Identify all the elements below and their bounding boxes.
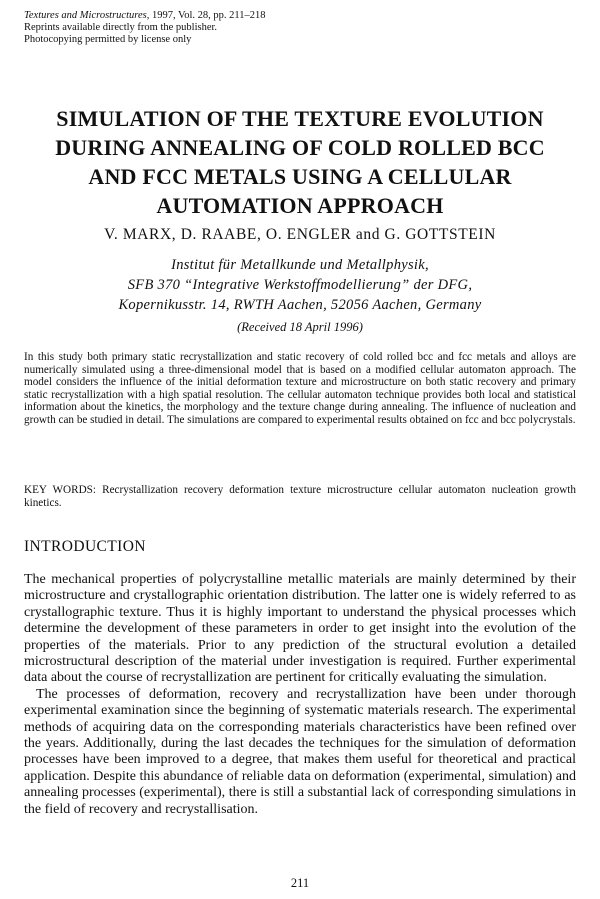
abstract: In this study both primary static recrystallization and static recovery of cold rolled bcc and fcc metals and alloys are numerically simulated using a three-dimensional model that is based on a modified cellular automaton approach. The model considers the influence of the initial deformation texture and microstructure on both static recovery and primary static recrystallization with a high spatial resolution. The cellular automaton technique provides both local and statistical information about the kinetics, the morphology and the texture change during annealing. The influence of nucleation and growth can be studied in detail. The simulations are compared to experimental results obtained on fcc and bcc polycrystals. xyxy=(24,351,576,426)
introduction-body xyxy=(24,572,576,818)
journal-header xyxy=(24,10,266,46)
section-heading-introduction: INTRODUCTION xyxy=(24,538,146,555)
citation-line xyxy=(24,10,266,22)
journal-name: Textures and Microstructures, xyxy=(24,10,150,21)
paragraph: The processes of deformation, recovery and recrystallization have been under thorough experimental examination since the beginning of systematic materials research. The experimental methods of acquiring data on the corresponding materials characteristics have been refined over the years. Additionally, during the last decades the techniques for the simulation of deformation processes have been improved to a degree, that makes them useful for theoretical and practical application. Despite this abundance of reliable data on deformation (experimental, simulation) and annealing processes (experimental), there is still a substantial lack of corresponding simulations in the field of recovery and recrystallisation. xyxy=(24,686,576,817)
citation-details: 1997, Vol. 28, pp. 211–218 xyxy=(149,10,266,21)
affiliation-line-3: Kopernikusstr. 14, RWTH Aachen, 52056 Aachen, Germany xyxy=(118,297,482,313)
paragraph: The mechanical properties of polycrystalline metallic materials are mainly determined by their microstructure and crystallographic orientation distribution. The latter one is widely referred to as crystallographic texture. Thus it is highly important to understand the physical processes which determine the development of these parameters in order to get insight into the evolution of the properties of the materials. Prior to any prediction of the structural evolution a detailed microstructural description of the material under investigation is required. Further experimental data about the course of recrystallization are pertinent for critically evaluating the simulation. xyxy=(24,572,576,686)
affiliation-line-1: Institut für Metallkunde und Metallphysik, xyxy=(171,257,429,273)
author-list: V. MARX, D. RAABE, O. ENGLER and G. GOTTSTEIN xyxy=(104,226,496,243)
paper-title: SIMULATION OF THE TEXTURE EVOLUTION DURING ANNEALING OF COLD ROLLED BCC AND FCC METALS USING A CELLULAR AUTOMATION APPROACH xyxy=(55,106,545,218)
affiliation-line-2: SFB 370 “Integrative Werkstoffmodellierung” der DFG, xyxy=(127,277,473,293)
page-number: 211 xyxy=(290,876,310,890)
affiliation xyxy=(0,255,600,315)
photocopying-note: Photocopying permitted by license only xyxy=(24,34,192,45)
key-words: KEY WORDS: Recrystallization recovery deformation texture microstructure cellular automaton nucleation growth kinetics. xyxy=(24,484,576,509)
reprints-note: Reprints available directly from the publisher. xyxy=(24,22,218,33)
received-date: (Received 18 April 1996) xyxy=(237,320,363,334)
